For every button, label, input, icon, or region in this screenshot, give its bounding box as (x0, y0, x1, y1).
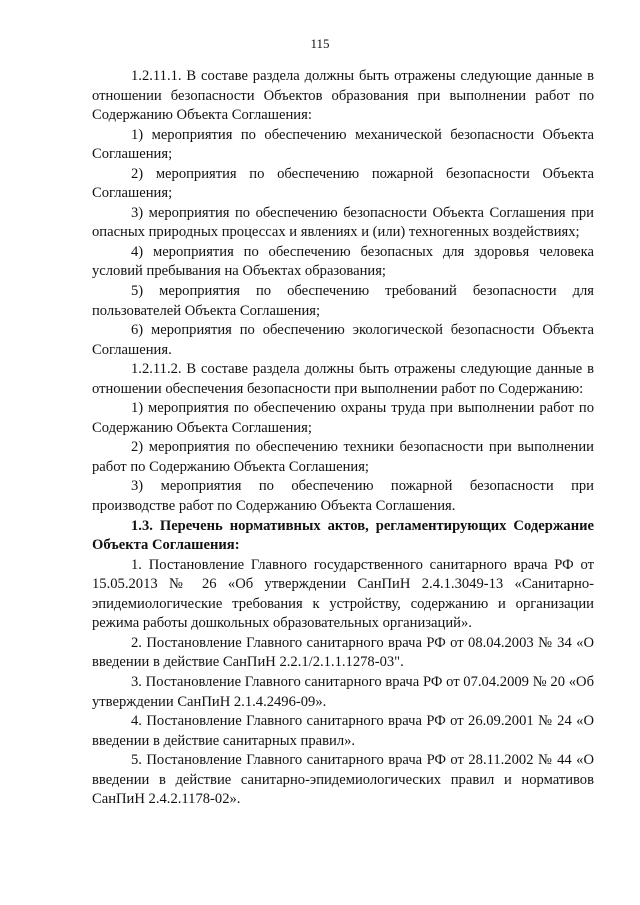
list-item-natural-hazards: 3) мероприятия по обеспечению безопасности Объекта Соглашения при опасных природных процессах и явлениях и (или) техногенных воздействиях; (92, 204, 594, 241)
list-item-health-conditions: 4) мероприятия по обеспечению безопасных для здоровья человека условий пребывания на Объектах образования; (92, 243, 594, 280)
list-item-mechanical-safety: 1) мероприятия по обеспечению механической безопасности Объекта Соглашения; (92, 126, 594, 163)
section-heading-1-3: 1.3. Перечень нормативных актов, регламентирующих Содержание Объекта Соглашения: (92, 517, 594, 554)
regulation-item-2: 2. Постановление Главного санитарного врача РФ от 08.04.2003 № 34 «О введении в действие СанПиН 2.2.1/2.1.1.1278-03". (92, 634, 594, 671)
list-item-user-safety: 5) мероприятия по обеспечению требований безопасности для пользователей Объекта Соглашения; (92, 283, 594, 319)
list-item-ecological-safety: 6) мероприятия по обеспечению экологической безопасности Объекта Соглашения. (92, 322, 594, 358)
list-item-labor-protection: 1) мероприятия по обеспечению охраны труда при выполнении работ по Содержанию Объекта Соглашения; (92, 400, 594, 436)
paragraph-1-2-11-2: 1.2.11.2. В составе раздела должны быть отражены следующие данные в отношении обеспечения безопасности при выполнении работ по Содержанию: (92, 361, 594, 397)
regulation-item-5: 5. Постановление Главного санитарного врача РФ от 28.11.2002 № 44 «О введении в действие санитарно-эпидемиологических правил и нормативов СанПиН 2.4.2.1178-02». (92, 752, 594, 808)
regulation-item-3: 3. Постановление Главного санитарного врача РФ от 07.04.2009 № 20 «Об утверждении СанПиН 2.1.4.2496-09». (92, 673, 594, 710)
list-item-fire-safety: 2) мероприятия по обеспечению пожарной безопасности Объекта Соглашения; (92, 165, 594, 202)
list-item-safety-engineering: 2) мероприятия по обеспечению техники безопасности при выполнении работ по Содержанию Объекта Соглашения; (92, 439, 594, 475)
regulation-item-1: 1. Постановление Главного государственного санитарного врача РФ от 15.05.2013 № 26 «Об утверждении СанПиН 2.4.1.3049-13 «Санитарно-эпидемиологические требования к устройству, содержанию и организации режима работы дошкольных образовательных организаций». (92, 556, 594, 632)
paragraph-1-2-11-1: 1.2.11.1. В составе раздела должны быть отражены следующие данные в отношении безопасности Объектов образования при выполнении работ по Содержанию Объекта Соглашения: (92, 68, 594, 124)
regulation-item-4: 4. Постановление Главного санитарного врача РФ от 26.09.2001 № 24 «О введении в действие санитарных правил». (92, 713, 594, 749)
page-number: 115 (310, 36, 330, 51)
list-item-fire-safety-works: 3) мероприятия по обеспечению пожарной безопасности при производстве работ по Содержанию Объекта Соглашения. (92, 478, 594, 515)
document-body (92, 67, 594, 810)
